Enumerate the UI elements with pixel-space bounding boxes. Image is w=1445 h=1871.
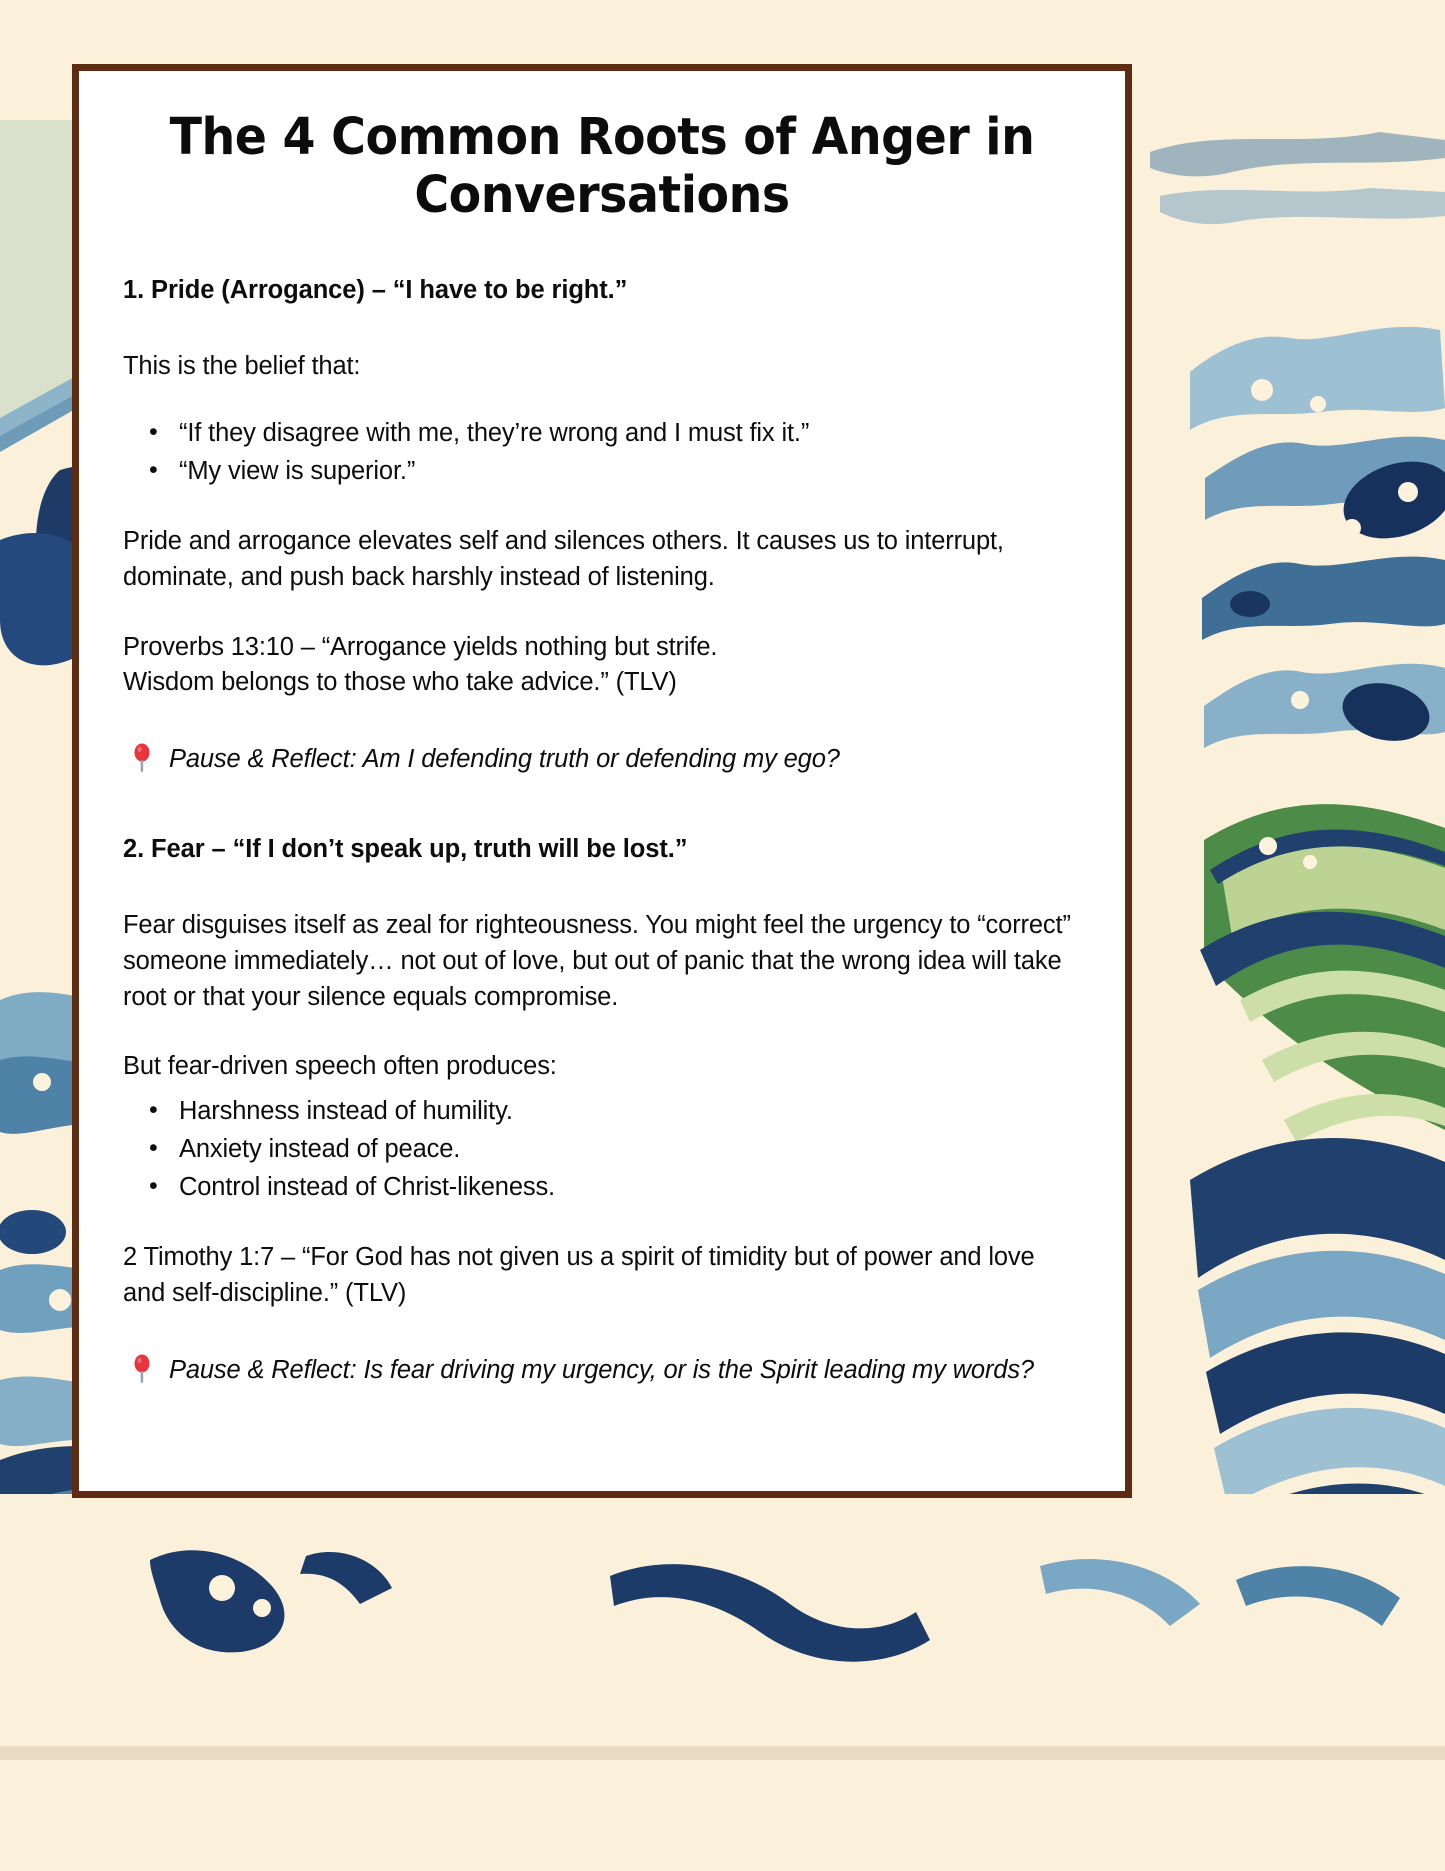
- scripture-reference: [123, 630, 1081, 701]
- section-pride: [123, 276, 1081, 777]
- section-heading: 2. Fear – “If I don’t speak up, truth will be lost.”: [123, 835, 688, 864]
- list-item: • Anxiety instead of peace.: [123, 1131, 1081, 1169]
- bottom-wave-group: [0, 1494, 1445, 1760]
- list-item: • Control instead of Christ-likeness.: [123, 1169, 1081, 1207]
- pause-and-reflect-text: Pause & Reflect: Is fear driving my urgency, or is the Spirit leading my words?: [169, 1355, 1034, 1384]
- scripture-reference: [123, 1240, 1081, 1311]
- section-body: Pride and arrogance elevates self and silences others. It causes us to interrupt, dominate, and push back harshly instead of listening.: [123, 527, 1004, 592]
- scripture-line-2: Wisdom belongs to those who take advice.” (TLV): [123, 668, 677, 697]
- scripture-line-1: 2 Timothy 1:7 – “For God has not given us a spirit of timidity but of power: [123, 1243, 933, 1272]
- page-title: The 4 Common Roots of Anger in Conversations: [169, 108, 1035, 225]
- round-pushpin-icon: [129, 1354, 155, 1384]
- pause-and-reflect-text: Pause & Reflect: Am I defending truth or defending my ego?: [169, 745, 840, 774]
- scripture-line-2: and love and self-discipline.” (TLV): [123, 1243, 1035, 1307]
- section-body: Fear disguises itself as zeal for righteousness. You might feel the urgency to “correct” someone immediately… not out of love, but out of panic that the wrong idea will take root or that your silence equals compromise.: [123, 911, 1071, 1011]
- list-item: • “If they disagree with me, they’re wrong and I must fix it.”: [123, 415, 1081, 453]
- document-card: [72, 64, 1132, 1498]
- pause-and-reflect: [123, 1352, 1081, 1388]
- section-heading: 1. Pride (Arrogance) – “I have to be right.”: [123, 276, 628, 305]
- list-item: • “My view is superior.”: [123, 453, 1081, 491]
- fear-effects-list: [123, 1093, 1081, 1206]
- section-lead-in: But fear-driven speech often produces:: [123, 1052, 557, 1081]
- list-item: • Harshness instead of humility.: [123, 1093, 1081, 1131]
- round-pushpin-icon: [129, 743, 155, 773]
- section-lead-in: This is the belief that:: [123, 352, 361, 381]
- scripture-line-1: Proverbs 13:10 – “Arrogance yields nothing but strife.: [123, 632, 718, 661]
- pride-belief-list: [123, 415, 1081, 490]
- pause-and-reflect: [123, 741, 1081, 777]
- section-fear: [123, 835, 1081, 1388]
